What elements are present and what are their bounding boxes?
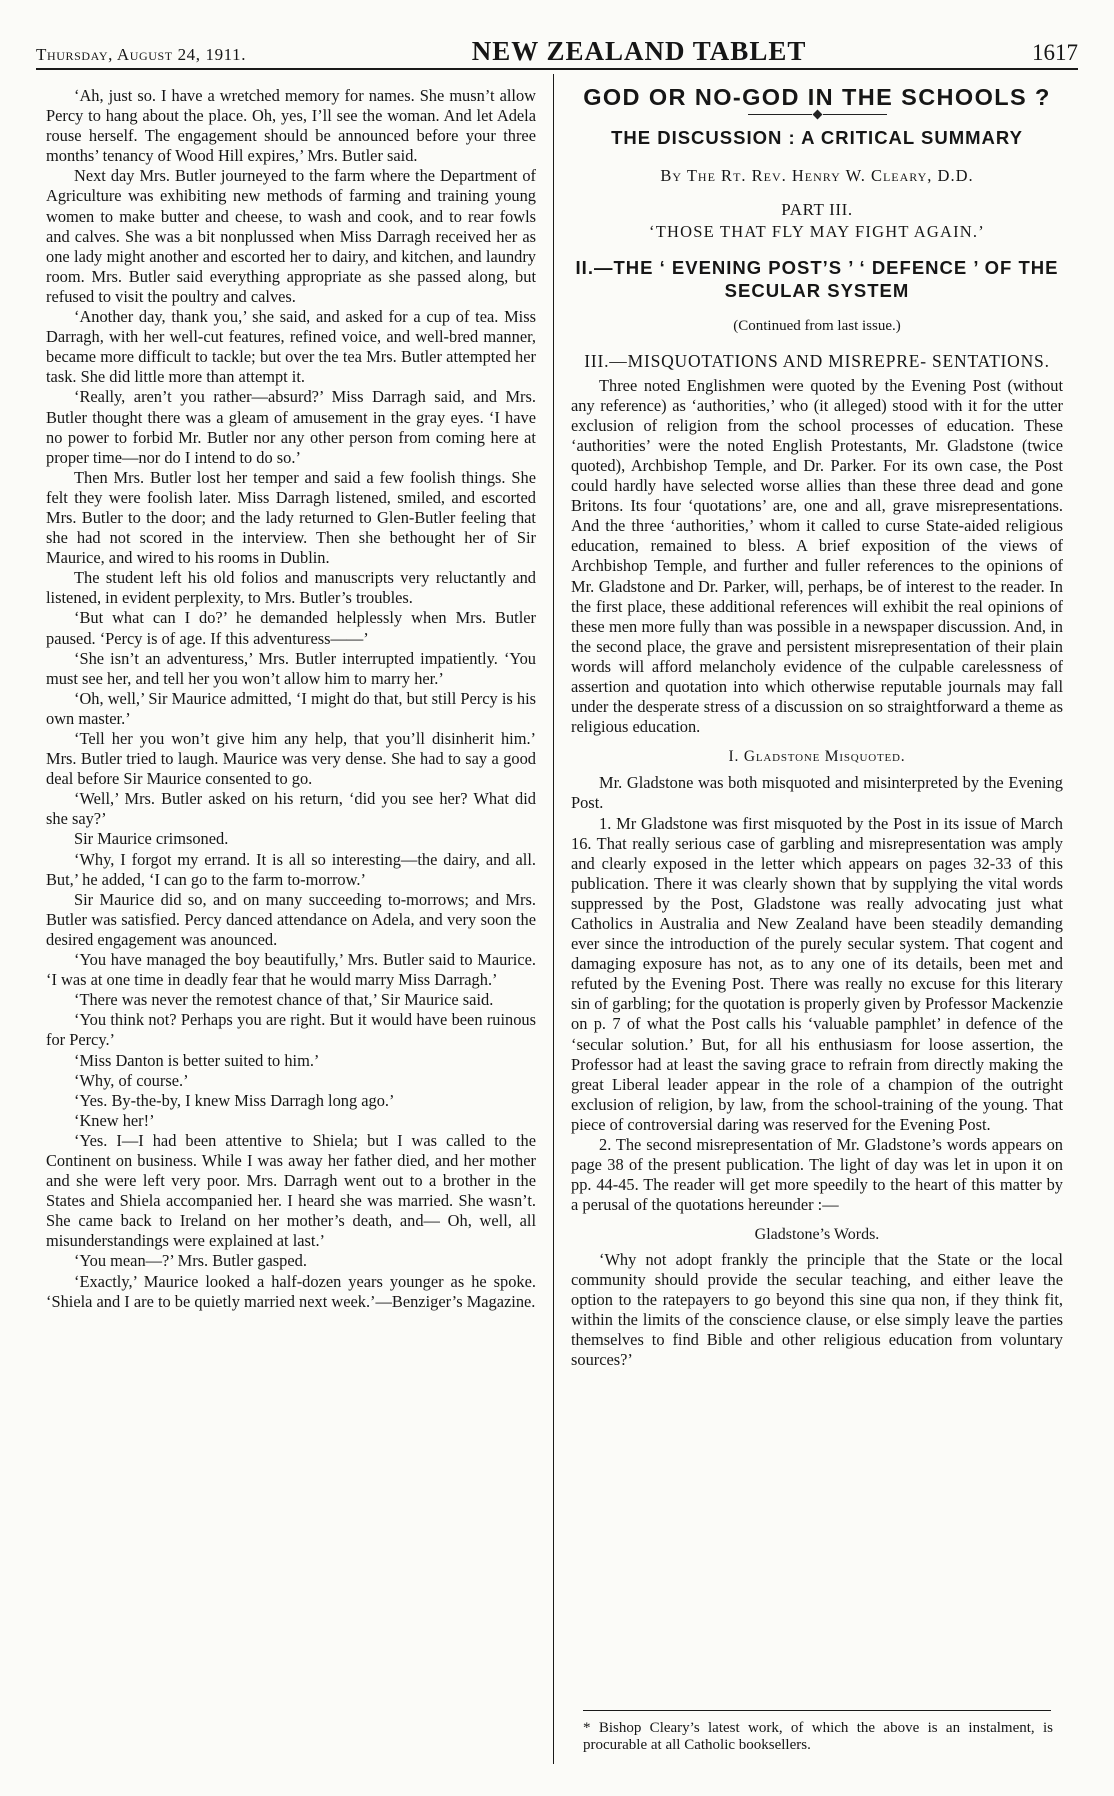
story-paragraph: ‘Exactly,’ Maurice looked a half-dozen years younger as he spoke. ‘Shiela and I are to be quietly married next week.’—Benziger’s Magazine. (46, 1271, 536, 1311)
story-paragraph: ‘Miss Danton is better suited to him.’ (74, 1050, 320, 1070)
article-subtitle: THE DISCUSSION : A CRITICAL SUMMARY (611, 127, 1023, 149)
story-paragraph: ‘But what can I do?’ he demanded helplessly when Mrs. Butler paused. ‘Percy is of age. If this adventuress——’ (46, 608, 536, 648)
story-paragraph: The student left his old folios and manuscripts very reluctantly and listened, in evident perplexity, to Mrs. Butler’s troubles. (46, 568, 536, 608)
ornament-line (823, 114, 887, 115)
story-paragraph: Sir Maurice crimsoned. (74, 829, 229, 849)
story-paragraph: ‘Knew her!’ (74, 1110, 155, 1130)
newspaper-title: NEW ZEALAND TABLET (471, 36, 807, 66)
story-paragraph: Then Mrs. Butler lost her temper and said a few foolish things. She felt they were foolish later. Miss Darragh listened, smiled, and escorted Mrs. Butler to the door; and the lady returned to Glen-Butler feeling that she had not scored in the interview. Then she bethought her of Sir Maurice, and wired to his rooms in Dublin. (46, 467, 536, 568)
story-paragraph: ‘Well,’ Mrs. Butler asked on his return, ‘did you see her? What did she say?’ (46, 789, 536, 829)
story-paragraph: Sir Maurice did so, and on many succeeding to-morrows; and Mrs. Butler was satisfied. Percy danced attendance on Adela, and very soon the desired engagement was anounced. (46, 889, 536, 949)
footnote: * Bishop Cleary’s latest work, of which the above is an instalment, is procurable at all Catholic booksellers. (583, 1720, 1053, 1753)
story-paragraph: ‘Really, aren’t you rather—absurd?’ Miss Darragh said, and Mrs. Butler thought there was a gleam of amusement in the gray eyes. ‘I have no power to forbid Mr. Butler nor any other person from coming here at proper time—nor do I intend to do so.’ (46, 387, 536, 467)
footnote-rule (583, 1710, 1051, 1711)
part-number: PART III. (781, 200, 853, 220)
section-heading: II.—THE ‘ EVENING POST’S ’ ‘ DEFENCE ’ OF THE SECULAR SYSTEM (575, 257, 1059, 302)
page-number: 1617 (1031, 40, 1078, 65)
misquotations-heading: III.—MISQUOTATIONS AND MISREPRE- SENTATIONS. (584, 350, 1050, 371)
article-paragraph: Mr. Gladstone was both misquoted and misinterpreted by the Evening Post. (571, 773, 1063, 813)
story-paragraph: ‘Ah, just so. I have a wretched memory for names. She musn’t allow Percy to hang about the place. Oh, yes, I’ll see the woman. And let Adela rouse herself. The engagement should be announced before your three months’ tenancy of Wood Hill expires,’ Mrs. Butler said. (46, 86, 536, 166)
story-paragraph: ‘There was never the remotest chance of that,’ Sir Maurice said. (74, 990, 494, 1010)
story-paragraph: Next day Mrs. Butler journeyed to the farm where the Department of Agriculture was exhibiting new methods of farming and training young women to make butter and cheese, to wash and cook, and to rear fowls and calves. She was a bit nonplussed when Miss Darragh received her as one lady might another and escorted her to dairy, and kitchen, and laundry room. Mrs. Butler said everything appropriate as she passed along, but refused to visit the poultry and calves. (46, 166, 536, 306)
right-column (571, 83, 1063, 1370)
gladstone-words-heading: Gladstone’s Words. (754, 1226, 880, 1244)
part-title: ‘THOSE THAT FLY MAY FIGHT AGAIN.’ (649, 222, 985, 242)
intro-paragraph: Three noted Englishmen were quoted by the Evening Post (without any reference) as ‘authorities,’ who (it alleged) stood with it for the utter exclusion of religion from the school processes of education. These ‘authorities’ were the noted English Protestants, Mr. Gladstone (twice quoted), Archbishop Temple, and Dr. Parker. For its own case, the Post could hardly have selected worse allies than these three dead and gone Britons. Its four ‘quotations’ are, one and all, grave misrepresentations. And the three ‘authorities,’ whom it called to curse State-aided religious education, remained to bless. A brief exposition of the views of Archbishop Temple, and further and fuller references to the opinions of Mr. Gladstone and Dr. Parker, will, perhaps, be of interest to the reader. In the first place, these additional references will exhibit the real opinions of these men more fully than was possible in a newspaper discussion. And, in the second place, the grave and persistent misrepresentation of their plain words will afford melancholy evidence of the culpable carelessness of assertion and quotation into which otherwise reputable journals may fall under the desperate stress of a discussion on so straightforward a theme as religious education. (571, 375, 1063, 737)
story-paragraph: ‘Another day, thank you,’ she said, and asked for a cup of tea. Miss Darragh, with her well-cut features, refined voice, and well-bred manner, became more difficult to tackle; but over the tea Mrs. Butler attempted her task. She did little more than attempt it. (46, 307, 536, 387)
continued-note: (Continued from last issue.) (733, 318, 901, 335)
story-paragraph: ‘You mean—?’ Mrs. Butler gasped. (74, 1251, 307, 1271)
left-column (46, 86, 536, 1312)
story-paragraph: ‘Tell her you won’t give him any help, that you’ll disinherit him.’ Mrs. Butler tried to laugh. Maurice was very dense. She had to say a good deal before Sir Maurice consented to go. (46, 729, 536, 789)
story-paragraph: ‘Why, I forgot my errand. It is all so interesting—the dairy, and all. But,’ he added, ‘I can go to the farm to-morrow.’ (46, 849, 536, 889)
story-paragraph: ‘You have managed the boy beautifully,’ Mrs. Butler said to Maurice. ‘I was at one time in deadly fear that he would marry Miss Darragh.’ (46, 950, 536, 990)
article-title: GOD OR NO-GOD IN THE SCHOOLS ? (583, 84, 1051, 110)
header-rule (36, 68, 1078, 70)
article-paragraph: 2. The second misrepresentation of Mr. Gladstone’s words appears on page 38 of the present publication. The light of day was let in upon it on pp. 44-45. The reader will get more speedily to the heart of this matter by a perusal of the quotations hereunder :— (571, 1135, 1063, 1215)
issue-date: Thursday, August 24, 1911. (36, 45, 247, 64)
column-divider (553, 74, 554, 1764)
story-paragraph: ‘You think not? Perhaps you are right. But it would have been ruinous for Percy.’ (46, 1010, 536, 1050)
article-paragraph: 1. Mr Gladstone was first misquoted by the Post in its issue of March 16. That really serious case of garbling and misrepresentation was amply and clearly exposed in the letter which appears on pages 32-33 of this publication. There it was clearly shown that by supplying the vital words suppressed by the Post, Gladstone was really advocating just what Catholics in Australia and New Zealand have been steadily demanding ever since the introduction of the purely secular system. That cogent and damaging exposure has not, as to any one of its details, been met and refuted by the Evening Post. There was really no excuse for this literary sin of garbling; for the quotation is properly given by Professor Mackenzie on p. 7 of what the Post calls his ‘valuable pamphlet’ in defence of the ‘secular solution.’ But, for all his enthusiasm for loose assertion, the Professor had at least the saving grace to refrain from directly making the great Liberal leader appear in the role of a champion of the outright exclusion of religion, by law, from the school-training of the young. That piece of controversial daring was reserved for the Evening Post. (571, 813, 1063, 1134)
story-paragraph: ‘She isn’t an adventuress,’ Mrs. Butler interrupted impatiently. ‘You must see her, and tell her you won’t allow him to marry her.’ (46, 648, 536, 688)
diamond-icon (812, 110, 822, 120)
gladstone-quote: ‘Why not adopt frankly the principle that the State or the local community should provide the secular teaching, and either leave the option to the ratepayers to go beyond this sine qua non, if they think fit, within the limits of the conscience clause, or else simply leave the parties themselves to find Bible and other religious education from voluntary sources?’ (571, 1249, 1063, 1369)
story-paragraph: ‘Yes. I—I had been attentive to Shiela; but I was called to the Continent on business. While I was away her father died, and her mother and she were left very poor. Mrs. Darragh went out to a brother in the States and Shiela accompanied her. I heard she was married. She wasn’t. She came back to Ireland on her mother’s death, and— Oh, well, all misunderstandings were explained at last.’ (46, 1130, 536, 1251)
story-paragraph: ‘Why, of course.’ (74, 1070, 189, 1090)
story-paragraph: ‘Yes. By-the-by, I knew Miss Darragh long ago.’ (74, 1090, 395, 1110)
ornament-divider (571, 111, 1063, 118)
gladstone-heading: I. Gladstone Misquoted. (728, 748, 906, 766)
byline: By The Rt. Rev. Henry W. Cleary, D.D. (660, 166, 974, 186)
masthead (36, 36, 1078, 66)
story-paragraph: ‘Oh, well,’ Sir Maurice admitted, ‘I might do that, but still Percy is his own master.’ (46, 688, 536, 728)
ornament-line (748, 114, 812, 115)
